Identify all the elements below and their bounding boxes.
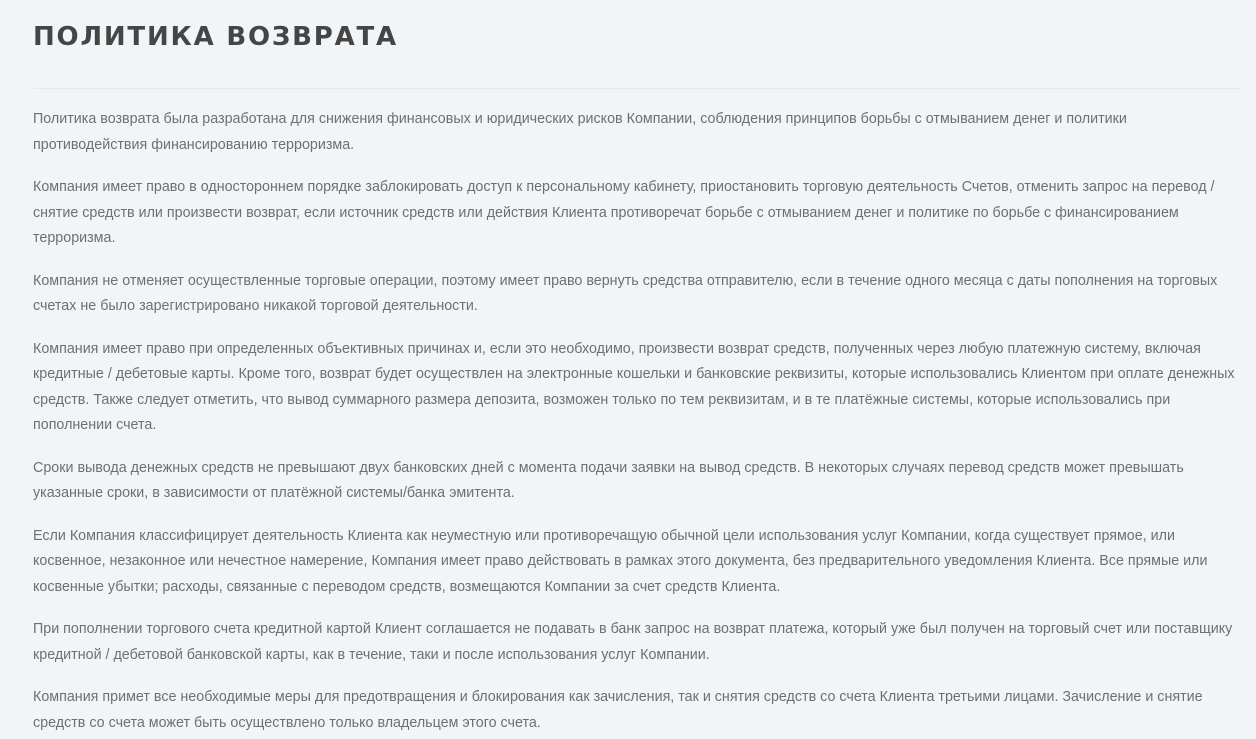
policy-paragraph-third-parties: Компания примет все необходимые меры для предотвращения и блокирования как зачисления, так и снятия средств со счета Клиента третьими лицами. Зачисление и снятие средств со счета может быть осуществлено только владельцем этого счета. [33, 689, 1203, 731]
policy-paragraph-refund-methods: Компания имеет право при определенных объективных причинах и, если это необходимо, произвести возврат средств, полученных через любую платежную систему, включая кредитные / дебетовые карты. Кроме того, возврат будет осуществлен на электронные кошельки и банковские реквизиты, которые использовались Клиентом при оплате денежных средств. Также следует отметить, что вывод суммарного размера депозита, возможен только по тем реквизитам, и в те платёжные системы, которые использовались при пополнении счета. [33, 340, 1235, 433]
policy-paragraph-no-trading-refund: Компания не отменяет осуществленные торговые операции, поэтому имеет право вернуть средства отправителю, если в течение одного месяца с даты пополнения на торговых счетах не было зарегистрировано никакой торговой деятельности. [33, 272, 1218, 314]
policy-paragraph-chargeback: При пополнении торгового счета кредитной картой Клиент соглашается не подавать в банк запрос на возврат платежа, который уже был получен на торговый счет или поставщику кредитной / дебетовой банковской карты, как в течение, таки и после использования услуг Компании. [33, 621, 1233, 663]
title-divider [33, 88, 1240, 89]
policy-content [33, 107, 1241, 736]
policy-paragraph-purpose: Политика возврата была разработана для снижения финансовых и юридических рисков Компании, соблюдения принципов борьбы с отмыванием денег и политики противодействия финансированию терроризма. [33, 111, 1127, 153]
policy-paragraph-blocking: Компания имеет право в одностороннем порядке заблокировать доступ к персональному кабинету, приостановить торговую деятельность Счетов, отменить запрос на перевод / снятие средств или произвести возврат, если источник средств или действия Клиента противоречат борьбе с отмыванием денег и политике по борьбе с финансированием терроризма. [33, 179, 1215, 246]
policy-paragraph-improper-activity: Если Компания классифицирует деятельность Клиента как неуместную или противоречащую обычной цели использования услуг Компании, когда существует прямое, или косвенное, незаконное или нечестное намерение, Компания имеет право действовать в рамках этого документа, без предварительного уведомления Клиента. Все прямые или косвенные убытки; расходы, связанные с переводом средств, возмещаются Компании за счет средств Клиента. [33, 527, 1208, 595]
page-title: ПОЛИТИКА ВОЗВРАТА [33, 22, 398, 52]
policy-paragraph-withdrawal-terms: Сроки вывода денежных средств не превышают двух банковских дней с момента подачи заявки на вывод средств. В некоторых случаях перевод средств может превышать указанные сроки, в зависимости от платёжной системы/банка эмитента. [33, 459, 1184, 501]
